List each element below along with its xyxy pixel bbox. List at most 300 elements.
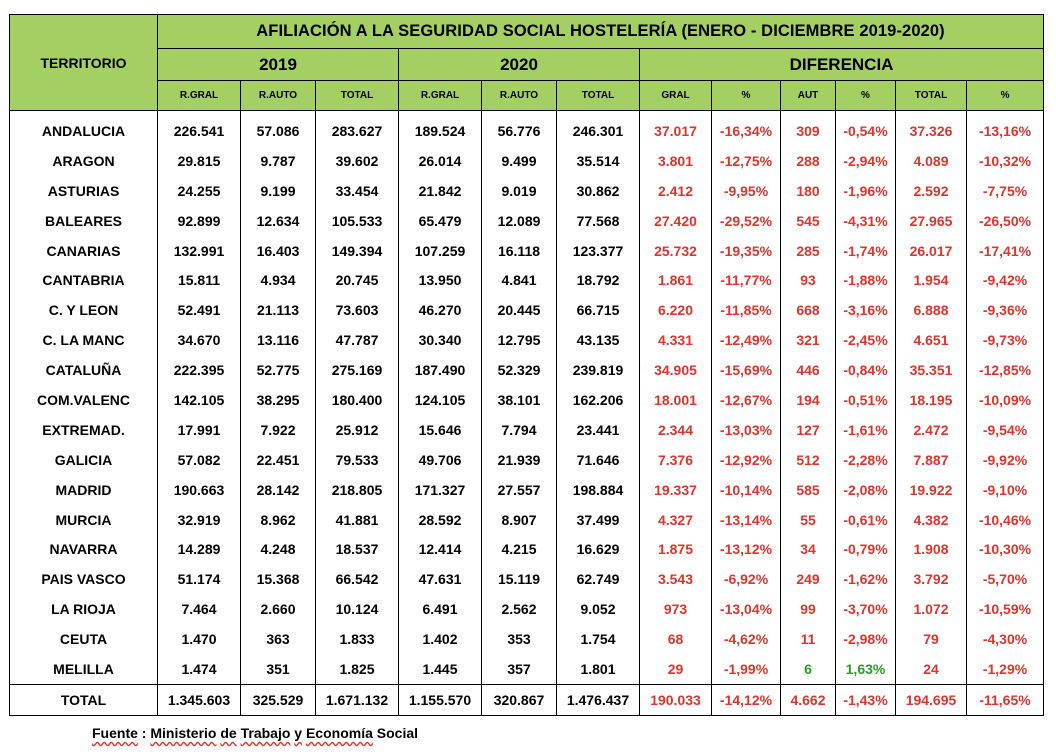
cell-diff-total: 6.888 (896, 295, 967, 325)
territory-name: MURCIA (10, 505, 158, 535)
territory-header: TERRITORIO (10, 15, 158, 111)
cell-diff-aut-pct: -1,62% (836, 564, 896, 594)
cell-2020-total: 123.377 (557, 236, 640, 266)
cell-2020-total: 1.801 (557, 654, 640, 684)
cell-diff-gral: 27.420 (640, 206, 712, 236)
cell-2019-rgral: 57.082 (158, 445, 241, 475)
cell-diff-gral: 3.801 (640, 146, 712, 176)
cell-diff-total-pct: -10,46% (967, 505, 1044, 535)
cell-2020-rauto: 4.215 (482, 534, 557, 564)
cell-diff-total-pct: -10,32% (967, 146, 1044, 176)
cell-2019-total: 218.805 (316, 475, 399, 505)
territory-name: ANDALUCIA (10, 116, 158, 146)
cell-2019-rauto: 12.634 (241, 206, 316, 236)
subheader-2019-total: TOTAL (316, 81, 399, 111)
cell-diff-aut-pct: -2,94% (836, 146, 896, 176)
territory-name: CANTABRIA (10, 265, 158, 295)
cell-diff-aut: 285 (781, 236, 836, 266)
cell-2020-total: 62.749 (557, 564, 640, 594)
cell-diff-gral-pct: -11,85% (712, 295, 781, 325)
cell-2020-total: 1.754 (557, 624, 640, 654)
subheader-diff-total-pct: % (967, 81, 1044, 111)
cell-2020-rgral: 13.950 (399, 265, 482, 295)
cell-diff-gral-pct: -9,95% (712, 176, 781, 206)
cell-2019-total: 149.394 (316, 236, 399, 266)
cell-2019-total: 41.881 (316, 505, 399, 535)
cell-2020-total: 1.476.437 (557, 684, 640, 715)
table-row (10, 325, 1044, 355)
source-word: Ministerio (150, 725, 217, 741)
source-word: Fuente (92, 725, 138, 741)
cell-2019-rauto: 351 (241, 654, 316, 684)
cell-2020-rgral: 171.327 (399, 475, 482, 505)
cell-2019-total: 275.169 (316, 355, 399, 385)
cell-2020-rgral: 6.491 (399, 594, 482, 624)
territory-name: C. Y LEON (10, 295, 158, 325)
subheader-diff-gral-pct: % (712, 81, 781, 111)
cell-2020-total: 198.884 (557, 475, 640, 505)
cell-2020-rgral: 21.842 (399, 176, 482, 206)
cell-diff-aut-pct: -0,61% (836, 505, 896, 535)
subheader-2020-total: TOTAL (557, 81, 640, 111)
source-word: y (294, 725, 303, 741)
cell-2019-rgral: 52.491 (158, 295, 241, 325)
cell-2019-rauto: 4.934 (241, 265, 316, 295)
cell-diff-aut-pct: -1,88% (836, 265, 896, 295)
cell-2019-rauto: 15.368 (241, 564, 316, 594)
table-row (10, 385, 1044, 415)
subheader-2020-rgral: R.GRAL (399, 81, 482, 111)
cell-diff-total: 1.954 (896, 265, 967, 295)
cell-diff-gral: 973 (640, 594, 712, 624)
cell-2020-rgral: 49.706 (399, 445, 482, 475)
cell-diff-aut: 180 (781, 176, 836, 206)
source-word: : (141, 725, 147, 741)
cell-2020-total: 30.862 (557, 176, 640, 206)
territory-name: GALICIA (10, 445, 158, 475)
cell-diff-total-pct: -13,16% (967, 116, 1044, 146)
cell-2019-rgral: 132.991 (158, 236, 241, 266)
territory-name: NAVARRA (10, 534, 158, 564)
cell-diff-gral: 4.331 (640, 325, 712, 355)
cell-2019-total: 10.124 (316, 594, 399, 624)
territory-name: EXTREMAD. (10, 415, 158, 445)
cell-diff-total-pct: -7,75% (967, 176, 1044, 206)
cell-diff-aut-pct: -3,70% (836, 594, 896, 624)
cell-diff-aut: 288 (781, 146, 836, 176)
cell-2020-total: 9.052 (557, 594, 640, 624)
territory-name: C. LA MANC (10, 325, 158, 355)
source-word: de (220, 725, 237, 741)
cell-2019-total: 1.671.132 (316, 684, 399, 715)
territory-name: COM.VALENC (10, 385, 158, 415)
cell-2019-rgral: 32.919 (158, 505, 241, 535)
subheader-2019-rgral: R.GRAL (158, 81, 241, 111)
table-row (10, 206, 1044, 236)
cell-2020-rauto: 56.776 (482, 116, 557, 146)
table-title: AFILIACIÓN A LA SEGURIDAD SOCIAL HOSTELERÍA (ENERO - DICIEMBRE 2019-2020) (158, 15, 1044, 49)
cell-2019-rgral: 1.470 (158, 624, 241, 654)
table-row (10, 146, 1044, 176)
cell-diff-aut-pct: -1,43% (836, 684, 896, 715)
cell-diff-aut: 34 (781, 534, 836, 564)
cell-2020-rauto: 27.557 (482, 475, 557, 505)
cell-2020-rgral: 1.155.570 (399, 684, 482, 715)
cell-diff-gral-pct: -13,03% (712, 415, 781, 445)
cell-2019-total: 1.833 (316, 624, 399, 654)
cell-2019-rauto: 52.775 (241, 355, 316, 385)
cell-2019-rgral: 1.474 (158, 654, 241, 684)
territory-name: LA RIOJA (10, 594, 158, 624)
cell-2020-rgral: 12.414 (399, 534, 482, 564)
cell-diff-gral: 190.033 (640, 684, 712, 715)
territory-name: ASTURIAS (10, 176, 158, 206)
cell-diff-gral-pct: -13,12% (712, 534, 781, 564)
cell-diff-total-pct: -5,70% (967, 564, 1044, 594)
cell-2020-rauto: 357 (482, 654, 557, 684)
table-row (10, 176, 1044, 206)
cell-2020-rauto: 4.841 (482, 265, 557, 295)
cell-2019-rgral: 1.345.603 (158, 684, 241, 715)
cell-2019-rauto: 4.248 (241, 534, 316, 564)
table-row (10, 475, 1044, 505)
cell-2020-rgral: 187.490 (399, 355, 482, 385)
cell-2019-rauto: 16.403 (241, 236, 316, 266)
cell-diff-total: 24 (896, 654, 967, 684)
cell-2020-rauto: 21.939 (482, 445, 557, 475)
territory-name: BALEARES (10, 206, 158, 236)
cell-diff-aut-pct: -1,74% (836, 236, 896, 266)
cell-2020-total: 66.715 (557, 295, 640, 325)
cell-diff-aut: 321 (781, 325, 836, 355)
cell-2019-rauto: 325.529 (241, 684, 316, 715)
cell-diff-total-pct: -9,54% (967, 415, 1044, 445)
cell-diff-gral: 1.861 (640, 265, 712, 295)
cell-diff-gral-pct: -19,35% (712, 236, 781, 266)
cell-2019-rgral: 15.811 (158, 265, 241, 295)
cell-diff-aut: 11 (781, 624, 836, 654)
cell-diff-gral: 4.327 (640, 505, 712, 535)
cell-diff-aut: 55 (781, 505, 836, 535)
subheader-diff-aut-pct: % (836, 81, 896, 111)
cell-diff-total-pct: -9,73% (967, 325, 1044, 355)
cell-diff-aut: 4.662 (781, 684, 836, 715)
territory-name: MELILLA (10, 654, 158, 684)
cell-diff-total: 1.908 (896, 534, 967, 564)
cell-diff-total: 18.195 (896, 385, 967, 415)
cell-diff-total: 194.695 (896, 684, 967, 715)
cell-diff-aut: 93 (781, 265, 836, 295)
cell-diff-gral: 6.220 (640, 295, 712, 325)
cell-diff-aut: 668 (781, 295, 836, 325)
cell-diff-total: 27.965 (896, 206, 967, 236)
table-row (10, 415, 1044, 445)
cell-2019-total: 105.533 (316, 206, 399, 236)
cell-diff-gral-pct: -12,49% (712, 325, 781, 355)
cell-diff-total-pct: -9,92% (967, 445, 1044, 475)
cell-diff-aut-pct: -1,61% (836, 415, 896, 445)
cell-2019-rgral: 190.663 (158, 475, 241, 505)
cell-diff-aut: 249 (781, 564, 836, 594)
cell-2020-rauto: 9.499 (482, 146, 557, 176)
cell-2019-total: 18.537 (316, 534, 399, 564)
cell-diff-aut: 545 (781, 206, 836, 236)
cell-diff-total-pct: -11,65% (967, 684, 1044, 715)
cell-2019-rauto: 13.116 (241, 325, 316, 355)
cell-diff-total: 7.887 (896, 445, 967, 475)
cell-2019-total: 33.454 (316, 176, 399, 206)
cell-diff-gral-pct: -12,67% (712, 385, 781, 415)
cell-2020-rauto: 320.867 (482, 684, 557, 715)
cell-diff-total: 2.592 (896, 176, 967, 206)
cell-diff-aut: 446 (781, 355, 836, 385)
cell-2019-rauto: 8.962 (241, 505, 316, 535)
table-row (10, 445, 1044, 475)
cell-2020-total: 162.206 (557, 385, 640, 415)
territory-name: TOTAL (10, 684, 158, 715)
subheader-diff-total: TOTAL (896, 81, 967, 111)
cell-diff-total: 26.017 (896, 236, 967, 266)
cell-2019-rgral: 24.255 (158, 176, 241, 206)
cell-2020-rgral: 47.631 (399, 564, 482, 594)
cell-diff-gral-pct: -10,14% (712, 475, 781, 505)
cell-diff-gral-pct: -11,77% (712, 265, 781, 295)
cell-diff-gral-pct: -13,14% (712, 505, 781, 535)
cell-2020-total: 71.646 (557, 445, 640, 475)
source-word: Economía (305, 725, 373, 741)
cell-2020-rgral: 28.592 (399, 505, 482, 535)
cell-2020-rauto: 9.019 (482, 176, 557, 206)
cell-2019-rauto: 9.199 (241, 176, 316, 206)
table-row (10, 564, 1044, 594)
cell-2019-total: 283.627 (316, 116, 399, 146)
cell-diff-aut-pct: -2,28% (836, 445, 896, 475)
cell-2020-rauto: 38.101 (482, 385, 557, 415)
cell-diff-total-pct: -4,30% (967, 624, 1044, 654)
cell-2020-rgral: 30.340 (399, 325, 482, 355)
cell-2020-total: 239.819 (557, 355, 640, 385)
cell-diff-gral: 1.875 (640, 534, 712, 564)
cell-diff-gral: 2.344 (640, 415, 712, 445)
cell-2019-rgral: 222.395 (158, 355, 241, 385)
cell-2019-rauto: 57.086 (241, 116, 316, 146)
cell-2020-rgral: 124.105 (399, 385, 482, 415)
cell-diff-gral-pct: -16,34% (712, 116, 781, 146)
source-word: Social (376, 725, 419, 741)
cell-2020-rgral: 15.646 (399, 415, 482, 445)
cell-2020-rauto: 12.089 (482, 206, 557, 236)
cell-diff-aut-pct: -1,96% (836, 176, 896, 206)
subheader-2020-rauto: R.AUTO (482, 81, 557, 111)
cell-diff-total-pct: -26,50% (967, 206, 1044, 236)
cell-diff-aut-pct: -4,31% (836, 206, 896, 236)
cell-diff-aut-pct: -0,54% (836, 116, 896, 146)
cell-diff-aut: 585 (781, 475, 836, 505)
cell-diff-aut-pct: -0,84% (836, 355, 896, 385)
cell-diff-gral-pct: -4,62% (712, 624, 781, 654)
cell-2019-rauto: 9.787 (241, 146, 316, 176)
territory-name: CATALUÑA (10, 355, 158, 385)
table-row (10, 505, 1044, 535)
cell-2019-total: 47.787 (316, 325, 399, 355)
table-row (10, 265, 1044, 295)
cell-diff-total-pct: -17,41% (967, 236, 1044, 266)
cell-2020-total: 35.514 (557, 146, 640, 176)
cell-diff-total-pct: -9,42% (967, 265, 1044, 295)
table-row (10, 654, 1044, 684)
cell-2019-rgral: 51.174 (158, 564, 241, 594)
cell-diff-gral: 2.412 (640, 176, 712, 206)
cell-2019-rauto: 7.922 (241, 415, 316, 445)
cell-2019-total: 1.825 (316, 654, 399, 684)
cell-diff-total: 19.922 (896, 475, 967, 505)
cell-diff-gral: 19.337 (640, 475, 712, 505)
cell-diff-total: 4.651 (896, 325, 967, 355)
table-row (10, 295, 1044, 325)
cell-2019-rgral: 17.991 (158, 415, 241, 445)
total-row (10, 684, 1044, 715)
cell-2019-total: 20.745 (316, 265, 399, 295)
cell-2019-total: 180.400 (316, 385, 399, 415)
cell-2019-total: 73.603 (316, 295, 399, 325)
cell-diff-total: 35.351 (896, 355, 967, 385)
cell-2020-total: 37.499 (557, 505, 640, 535)
cell-2020-rauto: 15.119 (482, 564, 557, 594)
territory-name: CANARIAS (10, 236, 158, 266)
cell-2019-rauto: 2.660 (241, 594, 316, 624)
cell-diff-aut: 512 (781, 445, 836, 475)
cell-diff-total: 4.089 (896, 146, 967, 176)
cell-2020-total: 16.629 (557, 534, 640, 564)
cell-2019-rgral: 226.541 (158, 116, 241, 146)
cell-diff-total: 79 (896, 624, 967, 654)
territory-name: CEUTA (10, 624, 158, 654)
cell-diff-aut-pct: -2,98% (836, 624, 896, 654)
cell-diff-total-pct: -1,29% (967, 654, 1044, 684)
cell-2020-total: 246.301 (557, 116, 640, 146)
cell-diff-total-pct: -10,09% (967, 385, 1044, 415)
source-word: Trabajo (240, 725, 291, 741)
cell-2019-rgral: 14.289 (158, 534, 241, 564)
cell-2020-rgral: 189.524 (399, 116, 482, 146)
territory-name: PAIS VASCO (10, 564, 158, 594)
cell-diff-aut-pct: 1,63% (836, 654, 896, 684)
cell-2019-rauto: 28.142 (241, 475, 316, 505)
cell-diff-gral-pct: -15,69% (712, 355, 781, 385)
cell-2020-rauto: 353 (482, 624, 557, 654)
cell-2019-rauto: 21.113 (241, 295, 316, 325)
cell-diff-total: 3.792 (896, 564, 967, 594)
cell-diff-aut: 194 (781, 385, 836, 415)
cell-diff-gral: 25.732 (640, 236, 712, 266)
cell-diff-aut-pct: -2,45% (836, 325, 896, 355)
cell-2020-rauto: 12.795 (482, 325, 557, 355)
cell-diff-gral: 68 (640, 624, 712, 654)
cell-2019-total: 79.533 (316, 445, 399, 475)
cell-diff-total-pct: -9,10% (967, 475, 1044, 505)
group-header-2020: 2020 (399, 49, 640, 81)
cell-diff-gral-pct: -12,92% (712, 445, 781, 475)
cell-diff-total: 37.326 (896, 116, 967, 146)
cell-diff-total-pct: -10,30% (967, 534, 1044, 564)
cell-2019-total: 39.602 (316, 146, 399, 176)
cell-diff-total: 4.382 (896, 505, 967, 535)
territory-name: ARAGON (10, 146, 158, 176)
cell-diff-gral: 37.017 (640, 116, 712, 146)
cell-2019-rauto: 363 (241, 624, 316, 654)
cell-2019-rgral: 7.464 (158, 594, 241, 624)
cell-diff-aut-pct: -0,51% (836, 385, 896, 415)
subheader-diff-gral: GRAL (640, 81, 712, 111)
cell-diff-aut: 6 (781, 654, 836, 684)
cell-2020-rgral: 107.259 (399, 236, 482, 266)
cell-2019-rgral: 34.670 (158, 325, 241, 355)
cell-diff-aut-pct: -0,79% (836, 534, 896, 564)
cell-diff-aut: 127 (781, 415, 836, 445)
cell-diff-gral: 18.001 (640, 385, 712, 415)
cell-2020-rgral: 46.270 (399, 295, 482, 325)
cell-2020-rauto: 2.562 (482, 594, 557, 624)
cell-2019-rgral: 142.105 (158, 385, 241, 415)
cell-2020-rgral: 1.402 (399, 624, 482, 654)
cell-2020-rauto: 8.907 (482, 505, 557, 535)
cell-diff-gral: 29 (640, 654, 712, 684)
subheader-diff-aut: AUT (781, 81, 836, 111)
cell-diff-gral: 7.376 (640, 445, 712, 475)
subheader-2019-rauto: R.AUTO (241, 81, 316, 111)
cell-2019-total: 66.542 (316, 564, 399, 594)
group-header-2019: 2019 (158, 49, 399, 81)
cell-diff-total-pct: -12,85% (967, 355, 1044, 385)
cell-diff-aut: 99 (781, 594, 836, 624)
cell-diff-gral-pct: -6,92% (712, 564, 781, 594)
cell-diff-gral-pct: -12,75% (712, 146, 781, 176)
cell-diff-total: 2.472 (896, 415, 967, 445)
cell-diff-aut: 309 (781, 116, 836, 146)
cell-diff-gral: 34.905 (640, 355, 712, 385)
cell-2020-rauto: 52.329 (482, 355, 557, 385)
cell-diff-aut-pct: -3,16% (836, 295, 896, 325)
table-row (10, 355, 1044, 385)
cell-2020-rgral: 65.479 (399, 206, 482, 236)
cell-2020-rgral: 26.014 (399, 146, 482, 176)
cell-2020-total: 23.441 (557, 415, 640, 445)
table-row (10, 594, 1044, 624)
cell-diff-gral-pct: -14,12% (712, 684, 781, 715)
cell-2020-rauto: 16.118 (482, 236, 557, 266)
cell-2020-rauto: 20.445 (482, 295, 557, 325)
cell-diff-total-pct: -10,59% (967, 594, 1044, 624)
source-note (92, 725, 418, 741)
cell-2020-rauto: 7.794 (482, 415, 557, 445)
cell-2020-rgral: 1.445 (399, 654, 482, 684)
cell-2020-total: 43.135 (557, 325, 640, 355)
cell-2019-rgral: 92.899 (158, 206, 241, 236)
affiliation-table (9, 14, 1044, 716)
table-row (10, 624, 1044, 654)
territory-name: MADRID (10, 475, 158, 505)
cell-diff-gral: 3.543 (640, 564, 712, 594)
table-row (10, 116, 1044, 146)
cell-diff-total-pct: -9,36% (967, 295, 1044, 325)
cell-diff-aut-pct: -2,08% (836, 475, 896, 505)
cell-2019-rauto: 22.451 (241, 445, 316, 475)
cell-diff-gral-pct: -29,52% (712, 206, 781, 236)
group-header-diferencia: DIFERENCIA (640, 49, 1044, 81)
table-row (10, 236, 1044, 266)
cell-2019-total: 25.912 (316, 415, 399, 445)
cell-diff-gral-pct: -1,99% (712, 654, 781, 684)
